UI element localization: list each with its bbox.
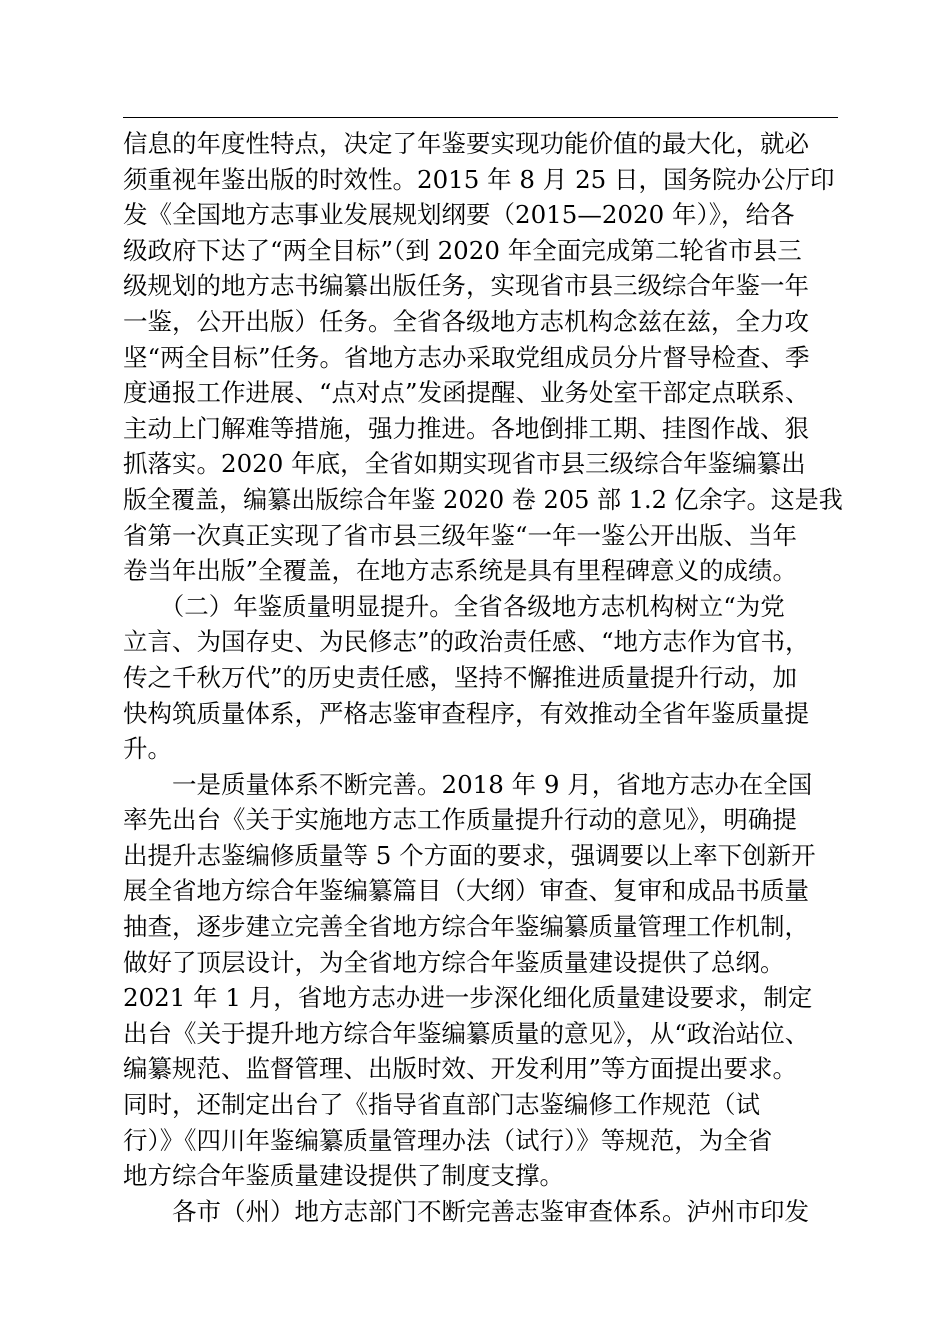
text-line: 版全覆盖，编纂出版综合年鉴 2020 卷 205 部 1.2 亿余字。这是我: [123, 484, 843, 514]
text-line: 发《全国地方志事业发展规划纲要（2015—2020 年）》，给各: [123, 200, 795, 230]
text-line: 坚“两全目标”任务。省地方志办采取党组成员分片督导检查、季: [123, 342, 810, 372]
text-line: 卷当年出版”全覆盖，在地方志系统是具有里程碑意义的成绩。: [123, 556, 798, 586]
text-line: 信息的年度性特点，决定了年鉴要实现功能价值的最大化，就必: [123, 129, 809, 158]
header-rule: [123, 117, 838, 118]
text-line: 一鉴，公开出版）任务。全省各级地方志机构念兹在兹，全力攻: [123, 306, 809, 336]
text-line: 率先出台《关于实施地方志工作质量提升行动的意见》，明确提: [123, 805, 797, 835]
text-line: 一是质量体系不断完善。2018 年 9 月，省地方志办在全国: [123, 769, 813, 799]
text-line: 须重视年鉴出版的时效性。2015 年 8 月 25 日，国务院办公厅印: [123, 164, 835, 194]
body-text: [123, 126, 843, 1229]
text-line: 传之千秋万代”的历史责任感，坚持不懈推进质量提升行动，加: [123, 662, 798, 692]
text-line: 主动上门解难等措施，强力推进。各地倒排工期、挂图作战、狠: [123, 413, 809, 443]
text-line: 出提升志鉴编修质量等 5 个方面的要求，强调要以上率下创新开: [123, 840, 816, 870]
text-line: 级规划的地方志书编纂出版任务，实现省市县三级综合年鉴一年: [123, 271, 809, 301]
text-line: 度通报工作进展、“点对点”发函提醒、业务处室干部定点联系、: [123, 378, 810, 408]
text-line: 各市（州）地方志部门不断完善志鉴审查体系。泸州市印发: [123, 1196, 809, 1226]
text-line: 2021 年 1 月，省地方志办进一步深化细化质量建设要求，制定: [123, 983, 813, 1013]
text-line: 升。: [123, 734, 172, 764]
text-line: 同时，还制定出台了《指导省直部门志鉴编修工作规范（试: [123, 1090, 760, 1120]
text-line: 抽查，逐步建立完善全省地方综合年鉴编纂质量管理工作机制，: [123, 912, 809, 942]
text-line: 地方综合年鉴质量建设提供了制度支撑。: [123, 1161, 564, 1191]
text-line: 行）》《四川年鉴编纂质量管理办法（试行）》等规范，为全省: [123, 1125, 773, 1155]
text-line: 抓落实。2020 年底，全省如期实现省市县三级综合年鉴编纂出: [123, 449, 806, 479]
text-line: 编纂规范、监督管理、出版时效、开发利用”等方面提出要求。: [123, 1054, 798, 1084]
text-line: 级政府下达了“两全目标”（到 2020 年全面完成第二轮省市县三: [123, 235, 802, 265]
text-line: （二）年鉴质量明显提升。全省各级地方志机构树立“为党: [123, 591, 785, 621]
text-line: 做好了顶层设计，为全省地方综合年鉴质量建设提供了总纲。: [123, 947, 785, 977]
text-line: 展全省地方综合年鉴编纂篇目（大纲）审查、复审和成品书质量: [123, 876, 809, 906]
text-line: 省第一次真正实现了省市县三级年鉴“一年一鉴公开出版、当年: [123, 520, 798, 550]
text-line: 出台《关于提升地方综合年鉴编纂质量的意见》，从“政治站位、: [123, 1018, 810, 1048]
text-line: 快构筑质量体系，严格志鉴审查程序，有效推动全省年鉴质量提: [123, 698, 809, 728]
text-line: 立言、为国存史、为民修志”的政治责任感、“地方志作为官书，: [123, 627, 810, 657]
